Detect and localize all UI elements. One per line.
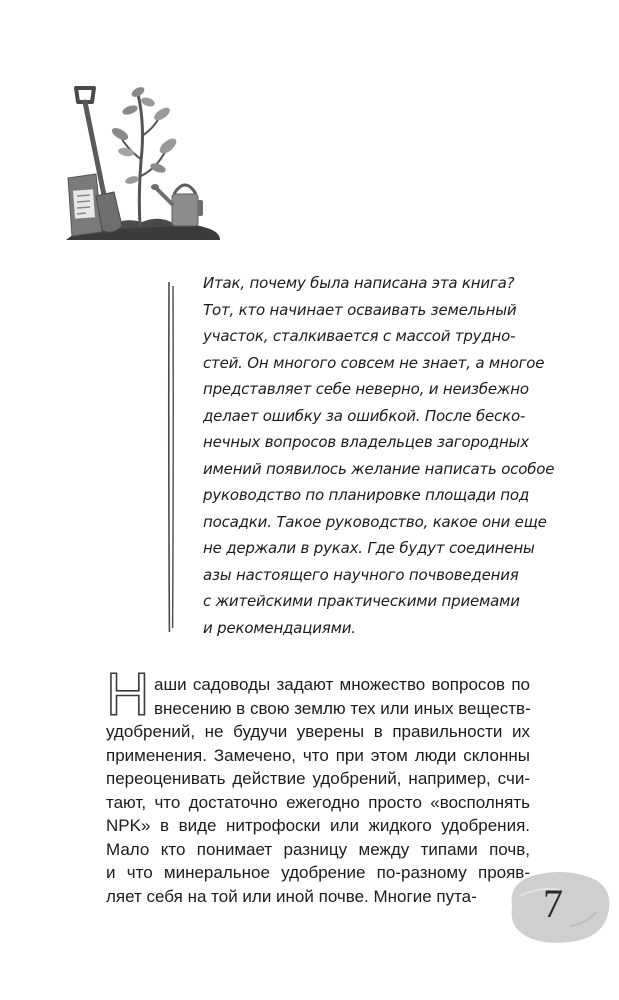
quote-line: Итак, почему была написана эта книга? [203, 274, 515, 292]
sapling-icon [110, 85, 179, 226]
body-line: применения. Замечено, что при этом люди склонны [106, 745, 530, 765]
quote-line: имений появилось желание написать особое [203, 459, 555, 478]
body-line: удобрений, не будучи уверены в правильности их [106, 722, 530, 741]
quote-line: стей. Он многого совсем не знает, а многое [203, 353, 545, 372]
body-line: ляет себя на той или иной почве. Многие пута- [106, 886, 477, 906]
quote-line: Тот, кто начинает осваивать земельный [203, 300, 517, 319]
drop-cap: Н [106, 661, 150, 728]
body-line: аши садоводы задают множество вопросов по [154, 675, 530, 694]
body-paragraph [106, 673, 530, 908]
quote-line: делает ошибку за ошибкой. После беско- [203, 406, 526, 425]
garden-illustration [62, 80, 222, 250]
quote-line: посадки. Такое руководство, какое они еще [203, 512, 547, 531]
quote-line: с житейскими практическими приемами [203, 592, 520, 610]
quote-line: не держали в руках. Где будут соединены [203, 539, 535, 557]
seed-bag-icon [68, 174, 102, 236]
page-number: 7 [543, 881, 563, 926]
quote-line: и рекомендациями. [203, 618, 356, 637]
intro-quote [203, 270, 555, 641]
quote-line: участок, сталкивается с массой трудно- [203, 327, 516, 345]
body-line: внесению в свою землю тех или иных веществ- [154, 698, 531, 718]
quote-line: азы настоящего научного почвоведения [203, 565, 519, 584]
body-line: Мало кто понимает разницу между типами почв, [106, 839, 530, 859]
body-line: NPK» в виде нитрофоски или жидкого удобрения. [106, 816, 530, 835]
quote-line: нечных вопросов владельцев загородных [203, 433, 529, 451]
quote-line: руководство по планировке площади под [203, 486, 530, 504]
quote-rule-decoration [166, 282, 176, 632]
body-line: тают, что достаточно ежегодно просто «восполнять [106, 792, 530, 812]
body-line: переоценивать действие удобрений, например, счи- [106, 769, 530, 788]
quote-line: представляет себе неверно, и неизбежно [203, 380, 529, 398]
body-line: и что минеральное удобрение по-разному прояв- [106, 863, 530, 882]
